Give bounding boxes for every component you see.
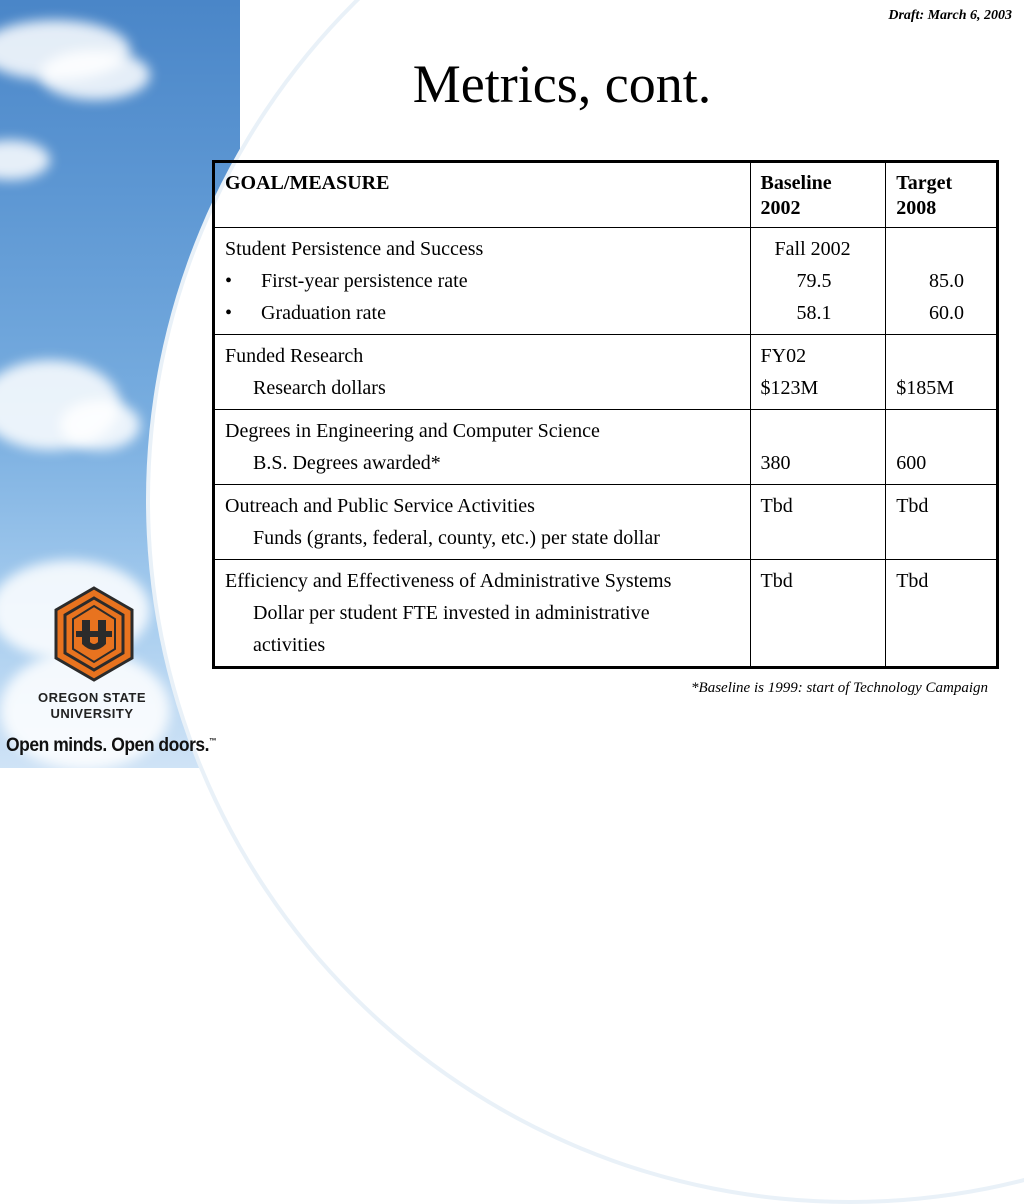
osu-shield-logo-icon (52, 586, 136, 682)
measure-label: Research dollars (253, 377, 386, 399)
header-baseline-line2: 2002 (760, 197, 801, 219)
header-target (886, 162, 998, 228)
baseline-value: Tbd (760, 570, 793, 592)
goal-title: Student Persistence and Success (225, 238, 484, 260)
cloud (60, 400, 140, 450)
baseline-cell (750, 228, 886, 335)
goal-cell (214, 560, 751, 668)
footnote: *Baseline is 1999: start of Technology Campaign (691, 680, 988, 696)
university-name (22, 690, 162, 722)
measure-label: First-year persistence rate (261, 270, 468, 292)
header-target-line1: Target (896, 172, 953, 194)
table-row (214, 485, 998, 560)
slide-title: Metrics, cont. (412, 54, 712, 114)
table-row (214, 335, 998, 410)
target-cell (886, 560, 998, 668)
metrics-table (212, 160, 999, 669)
measure-label: B.S. Degrees awarded* (253, 452, 441, 474)
baseline-value: 79.5 (796, 270, 832, 292)
tagline (6, 735, 216, 757)
measure-label: Graduation rate (261, 302, 386, 324)
baseline-cell (750, 560, 886, 668)
university-name-line2: UNIVERSITY (50, 706, 134, 721)
baseline-heading: Fall 2002 (774, 238, 851, 260)
target-cell (886, 335, 998, 410)
target-value: 85.0 (929, 270, 964, 292)
goal-title: Degrees in Engineering and Computer Science (225, 420, 600, 442)
target-cell (886, 228, 998, 335)
goal-cell (214, 410, 751, 485)
table-row (214, 560, 998, 668)
header-baseline (750, 162, 886, 228)
baseline-value: Tbd (760, 495, 793, 517)
target-cell (886, 485, 998, 560)
baseline-cell (750, 335, 886, 410)
table-header-row (214, 162, 998, 228)
university-name-line1: OREGON STATE (37, 690, 147, 705)
baseline-value: $123M (760, 377, 819, 399)
measure-label: Funds (grants, federal, county, etc.) per state dollar (253, 527, 660, 549)
goal-title: Outreach and Public Service Activities (225, 495, 535, 517)
goal-cell (214, 228, 751, 335)
bullet-marker: • (225, 270, 233, 292)
goal-cell (214, 335, 751, 410)
goal-title: Funded Research (225, 345, 364, 367)
baseline-heading: FY02 (760, 345, 807, 367)
measure-label: Dollar per student FTE invested in administrative (253, 602, 650, 624)
target-value: 600 (896, 452, 927, 474)
baseline-value: 380 (760, 452, 791, 474)
header-baseline-line1: Baseline (760, 172, 832, 194)
header-target-line2: 2008 (896, 197, 937, 219)
table-row (214, 410, 998, 485)
tagline-text: Open minds. Open doors. (6, 735, 210, 756)
target-value: 60.0 (929, 302, 964, 324)
target-value: Tbd (896, 495, 929, 517)
baseline-cell (750, 485, 886, 560)
table-row (214, 228, 998, 335)
header-goal-measure: GOAL/MEASURE (214, 162, 751, 228)
baseline-cell (750, 410, 886, 485)
target-value: $185M (896, 377, 955, 399)
bullet-marker: • (225, 302, 233, 324)
draft-date-label: Draft: March 6, 2003 (888, 8, 1012, 23)
goal-cell (214, 485, 751, 560)
target-value: Tbd (896, 570, 929, 592)
cloud (40, 50, 150, 100)
trademark-mark: ™ (209, 736, 216, 746)
bullet-item (225, 297, 740, 329)
measure-label-continued: activities (253, 634, 326, 656)
target-cell (886, 410, 998, 485)
goal-title: Efficiency and Effectiveness of Administrative Systems (225, 570, 672, 592)
baseline-value: 58.1 (796, 302, 832, 324)
bullet-item (225, 265, 740, 297)
cloud (0, 140, 50, 180)
